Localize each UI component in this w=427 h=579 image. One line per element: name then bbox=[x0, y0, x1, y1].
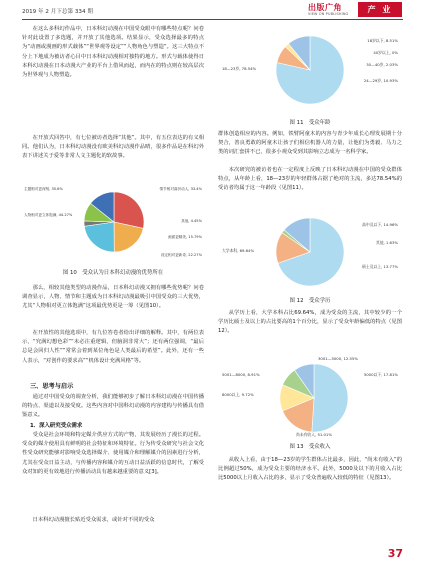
fig10-slice bbox=[84, 222, 114, 252]
subsection-heading: 1．深入研究受众需求 bbox=[30, 423, 83, 429]
fig12-label: 硕士及以上, 13.77% bbox=[362, 264, 398, 269]
fig13-label: 8000以上, 9.72% bbox=[222, 392, 254, 397]
fig11-label: 40岁以上, 0% bbox=[373, 50, 398, 55]
fig13-slice bbox=[312, 364, 348, 432]
left-paragraph-4: 在开放性的其他选项中，有九位答卷者给出详细的解释。其中，有两位表示，“究满幻想色彩”“未必注重逻辑，但脑洞非常大”；还有两位强调，“最后总是会回归人性”“常常会着到某位角色是人类最后的希望”。此外，还有一些人表示，“对创作的要求高”“机体设计充满风格”等。 bbox=[22, 330, 204, 364]
fig12-label: 高中及以下, 14.96% bbox=[362, 222, 398, 227]
fig10-label: 主题相对更深刻, 35.6% bbox=[24, 187, 63, 191]
figure-12-svg bbox=[218, 208, 402, 294]
fig13-label: 5000以下, 17.81% bbox=[363, 372, 398, 377]
figure-13-svg bbox=[218, 350, 402, 440]
fig12-label: 其他, 1.63% bbox=[375, 240, 398, 245]
logo-subtitle: VIEW ON PUBLISHING bbox=[308, 12, 349, 16]
logo-text: 出版广角 bbox=[308, 3, 342, 12]
figure-12-caption: 图 12 受众学历 bbox=[289, 298, 331, 304]
right-paragraph-3: 从学历上看，大学本科占比69.64%，成为受众的主流，其中较少的一个学历比硕士及以上的占比要高的1个百分比，显示了受众年龄偏低的特点（见图12）。 bbox=[218, 310, 402, 335]
fig10-label: 情节相对曲折动人, 33.4% bbox=[159, 187, 202, 191]
figure-13-chart bbox=[218, 350, 402, 440]
fig11-label: 24—29岁, 10.93% bbox=[363, 78, 398, 83]
left-paragraph-7: 日本科幻动漫擅长贴近受众需求，或针对不同的受众 bbox=[32, 517, 155, 523]
fig11-label: 30—40岁, 2.03% bbox=[366, 62, 398, 67]
right-paragraph-2: 本次研究的被访者也在一定程度上反映了日本科幻动漫在中国的受众群体特点，从年龄上看，18—23岁的年轻群体占据了绝对的主流，多达78.54%的受访者均属于这一年龄段（见图11）。 bbox=[218, 167, 402, 192]
figure-12-chart bbox=[218, 208, 402, 294]
fig12-label: 大学本科, 69.64% bbox=[222, 248, 255, 253]
right-paragraph-1: 群体创造相应的内容。例如，铁臂阿童木的内容与青少年成长心理发展期十分契合，善良勇敢的阿童木让孩子们相信机器人的力量，让他们为勇毅、马力之类的词汇套拼不已，很多小观众受到其影响立志成为一名科学家。 bbox=[218, 131, 402, 156]
publication-logo bbox=[308, 3, 356, 17]
figure-10-caption: 图 10 受众认为日本科幻动漫的优势所在 bbox=[62, 270, 164, 276]
issue-label: 2019 年 2 月下总第 334 期 bbox=[22, 9, 93, 15]
section-badge: 产 业 bbox=[358, 2, 402, 17]
figure-11-caption: 图 11 受众年龄 bbox=[289, 120, 331, 126]
left-paragraph-3: 那么，相较其他类型的动漫作品，日本科幻动漫又拥有哪些优势呢？问卷调查显示，人物、情节和主题成为日本科幻动漫最吸引中国受众的三大优势，尤其“人物相对更立体饱满”这项最优势更是一筹（见图10）。 bbox=[22, 285, 204, 310]
left-paragraph-2: 在开放式回答中，有七位被访者选择“其他”。其中，有五位表达的有义相同。他们认为，日本科幻动漫没有欧美科幻动漫作品晴，很多作品是在科幻外表下讲述关于爱等非常人文主题化的软故事。 bbox=[22, 135, 204, 160]
fig13-label: 尚未有收入, 51.01% bbox=[296, 432, 332, 437]
fig10-label: 画面更精美, 15.79% bbox=[168, 235, 202, 239]
left-paragraph-6: 受众是社会环境和特定媒介供应方式的产物，其发展经历了漫长的过程。受众的媒介使用具有鲜明的社会特征和环境特征。行为传受众研究与社会文化性受众研究能够对影响受众选择媒介、使用媒介和理解媒介的因素进行分析，尤其在受众日益主动，与传播内容和媒介的互动日益活跃的信息时代，了解受众对知的更有效地进行传播活动具有越来越重要的意义[3]。 bbox=[22, 432, 204, 475]
figure-10-svg bbox=[22, 176, 204, 264]
figure-11-svg bbox=[218, 24, 402, 112]
header-divider bbox=[22, 19, 403, 20]
left-paragraph-1: 在这么多科幻作品中，日本科幻动漫在中国受众眼中有哪些特点呢？问卷针对此设置了多选题，并开放了其他选项。结果显示，受众选择最多的特点为“动画或漫画的形式载体”“世界观等设定”“人物角色与塑造”。这三大特点不分上下地成为被访者心目中日本科幻动漫相对独特的地方。形式与载体使得日本科幻动漫在日本动漫大产业的平台上借风而起，而内在的特点则在较高层次为世界观与人物塑造。 bbox=[22, 26, 204, 79]
left-paragraph-5: 通过对中国受众的调查分析，我们能够初步了解日本科幻动漫在中国传播的特点、渠道以及接受度。这些内容对中国科幻动漫的内容建构与传播具有借鉴意义。 bbox=[22, 394, 204, 419]
fig10-label: 设定相对更新奇, 22.27% bbox=[160, 253, 202, 257]
fig10-label: 其他, 4.45% bbox=[181, 219, 202, 223]
fig11-label: 18岁以下, 8.51% bbox=[367, 38, 398, 43]
section-heading: 三、思考与启示 bbox=[30, 383, 74, 390]
page-number: 37 bbox=[387, 547, 403, 560]
right-paragraph-4: 从收入上看，由于18—23岁的学生群体占比最多，因此，“尚未有收入”的比例超过50%，成为受众主要的经济水平。此外，5000及以下的月收入占比比5000以上月收入占比的多，显示了受众普遍收入较低的特征（见图13）。 bbox=[218, 457, 402, 482]
fig13-label: 3001—5000, 12.55% bbox=[317, 356, 359, 361]
fig13-label: 5001—8000, 8.91% bbox=[222, 372, 260, 377]
figure-10-chart bbox=[22, 176, 204, 264]
figure-11-chart bbox=[218, 24, 402, 112]
figure-13-caption: 图 13 受众收入 bbox=[289, 444, 331, 450]
fig11-label: 18—23岁, 78.54% bbox=[222, 66, 257, 71]
fig10-label: 人物相对更立体饱满, 44.27% bbox=[24, 213, 73, 217]
